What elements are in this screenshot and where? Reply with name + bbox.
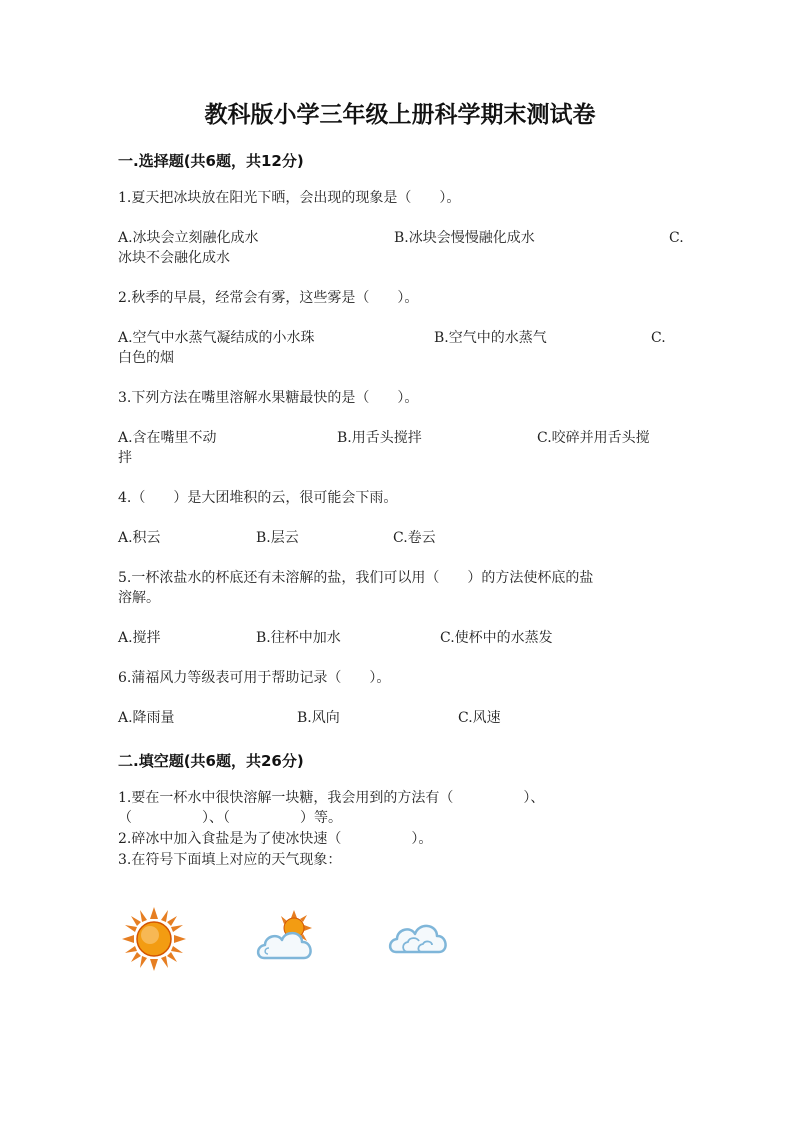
question-stem: 3.下列方法在嘴里溶解水果糖最快的是（ ）。 (118, 390, 419, 406)
option-c: C.使杯中的水蒸发 (440, 630, 553, 646)
option-b: B.冰块会慢慢融化成水 (394, 230, 535, 246)
fill-question: 1.要在一杯水中很快溶解一块糖，我会用到的方法有（ ）、 (118, 790, 545, 806)
section-heading-fill: 二.填空题(共6题，共26分) (118, 752, 304, 770)
sun-icon (120, 905, 188, 973)
fill-question: 3.在符号下面填上对应的天气现象： (118, 852, 342, 868)
option-b: B.用舌头搅拌 (337, 430, 422, 446)
question-stem: 2.秋季的早晨，经常会有雾，这些雾是（ ）。 (118, 290, 419, 306)
option-c-wrap: 白色的烟 (118, 350, 174, 366)
option-a: A.空气中水蒸气凝结成的小水珠 (118, 330, 315, 346)
option-a: A.搅拌 (118, 630, 161, 646)
option-c: C.风速 (458, 710, 501, 726)
question-stem-wrap: 溶解。 (118, 590, 160, 606)
option-a: A.含在嘴里不动 (118, 430, 217, 446)
option-c: C. (651, 330, 666, 346)
option-a: A.降雨量 (118, 710, 175, 726)
question-stem: 6.蒲福风力等级表可用于帮助记录（ ）。 (118, 670, 391, 686)
cloudy-icon (386, 912, 452, 960)
option-a: A.积云 (118, 530, 161, 546)
option-c: C. (669, 230, 684, 246)
option-b: B.风向 (297, 710, 340, 726)
question-stem: 4.（ ）是大团堆积的云，很可能会下雨。 (118, 490, 398, 506)
question-stem: 1.夏天把冰块放在阳光下晒，会出现的现象是（ ）。 (118, 190, 461, 206)
question-stem: 5.一杯浓盐水的杯底还有未溶解的盐，我们可以用（ ）的方法使杯底的盐 (118, 570, 594, 586)
option-a: A.冰块会立刻融化成水 (118, 230, 259, 246)
option-c: C.咬碎并用舌头搅 (537, 430, 650, 446)
option-b: B.层云 (256, 530, 299, 546)
partly-cloudy-icon (254, 908, 320, 966)
section-heading-choice: 一.选择题(共6题，共12分) (118, 152, 304, 170)
option-c-wrap: 拌 (118, 450, 132, 466)
option-b: B.往杯中加水 (256, 630, 341, 646)
fill-question: 2.碎冰中加入食盐是为了使冰快速（ ）。 (118, 831, 433, 847)
option-c-wrap: 冰块不会融化成水 (118, 250, 230, 266)
option-c: C.卷云 (393, 530, 436, 546)
page-title: 教科版小学三年级上册科学期末测试卷 (204, 102, 596, 128)
option-b: B.空气中的水蒸气 (434, 330, 547, 346)
fill-question-wrap: （ ）、（ ）等。 (118, 810, 342, 826)
